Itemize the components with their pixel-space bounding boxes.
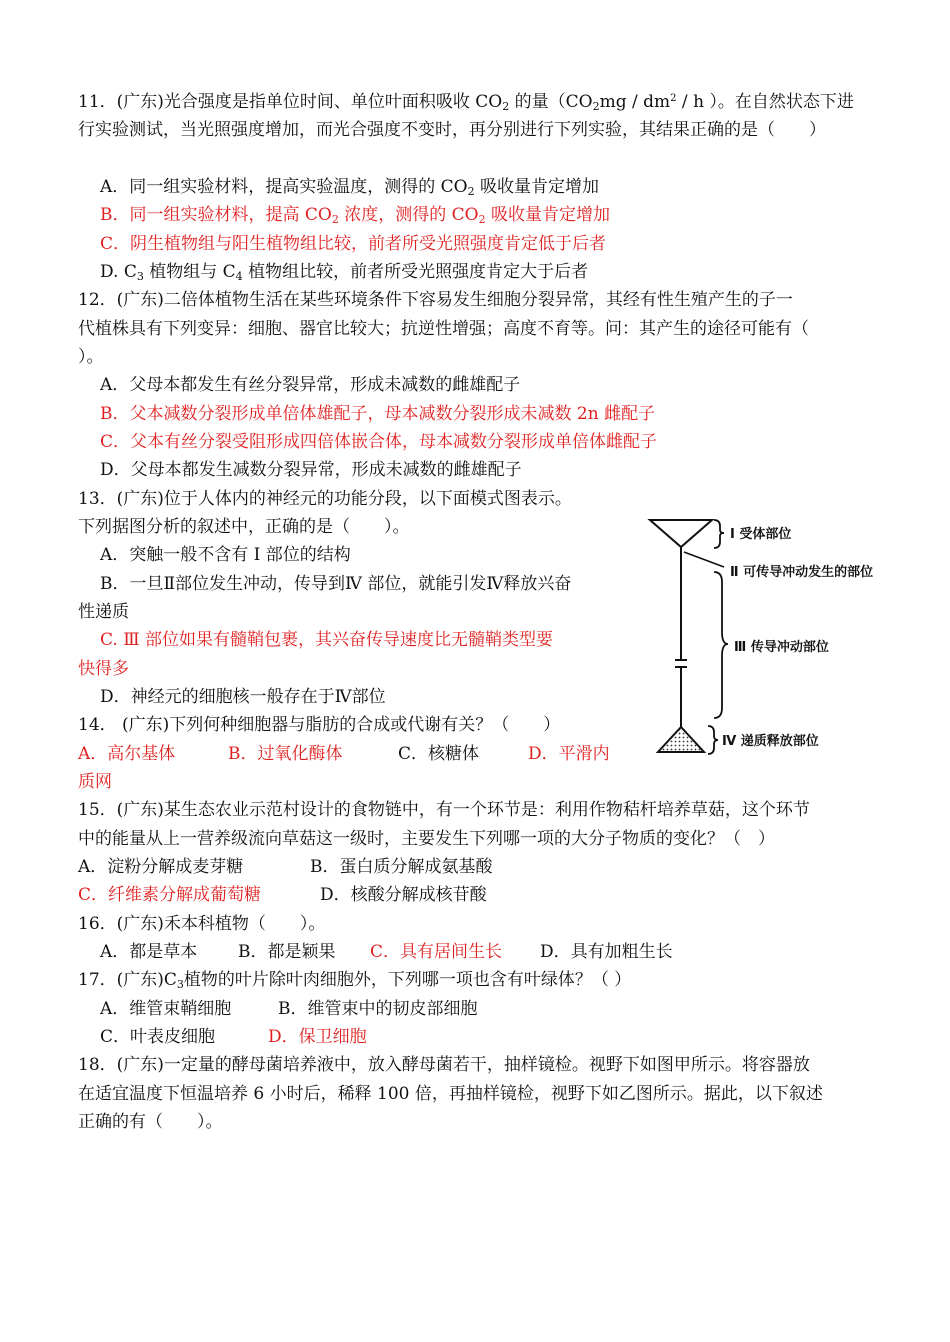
q17-stem: 17．(广东)$C_3$植物的叶片除叶肉细胞外，下列哪一项也含有叶绿体？（ ）	[78, 970, 632, 991]
q12-option-a: A．父母本都发生有丝分裂异常，形成未减数的雌雄配子	[100, 375, 521, 395]
q18-stem-line1: 18．(广东)一定量的酵母菌培养液中，放入酵母菌若干，抽样镜检。视野下如图甲所示。将容器放	[78, 1055, 810, 1075]
q17-option-d: D．保卫细胞	[268, 1027, 367, 1047]
q14-option-d-line2: 质网	[78, 772, 112, 792]
q12-stem-line1: 12．(广东)二倍体植物生活在某些环境条件下容易发生细胞分裂异常，其经有性生殖产生的子一	[78, 290, 793, 310]
q13-option-c-line2: 快得多	[78, 659, 129, 679]
q15-stem-line2: 中的能量从上一营养级流向草菇这一级时，主要发生下列哪一项的大分子物质的变化？（ ）	[78, 829, 775, 849]
q12-option-c: C．父本有丝分裂受阻形成四倍体嵌合体，母本减数分裂形成单倍体雌配子	[100, 432, 658, 452]
q17-option-a: A．维管束鞘细胞	[100, 999, 232, 1019]
brace-4	[708, 726, 718, 754]
diagram-label-2: Ⅱ 可传导冲动发生的部位	[730, 565, 874, 580]
q13-stem-line1: 13．(广东)位于人体内的神经元的功能分段，以下面模式图表示。	[78, 489, 572, 509]
q11-option-a: A．同一组实验材料，提高实验温度，测得的 $CO_2$ 吸收量肯定增加	[100, 177, 600, 198]
q16-option-d: D．具有加粗生长	[540, 942, 673, 962]
q14-option-b: B．过氧化酶体	[228, 744, 343, 764]
q11-option-d: D. $C_3$ 植物组与 $C_4$ 植物组比较，前者所受光照强度肯定大于后者	[100, 262, 589, 283]
q14-stem: 14． (广东)下列何种细胞器与脂肪的合成或代谢有关？（ ）	[78, 715, 561, 735]
q12-option-d: D．父母本都发生减数分裂异常，形成未减数的雌雄配子	[100, 460, 522, 480]
brace-3	[714, 572, 728, 718]
q15-stem-line1: 15．(广东)某生态农业示范村设计的食物链中，有一个环节是：利用作物秸杆培养草菇，这个环节	[78, 800, 810, 820]
q12-option-b: B．父本减数分裂形成单倍体雄配子，母本减数分裂形成未减数 2n 雌配子	[100, 404, 656, 424]
pointer-2	[684, 552, 724, 567]
axon-terminal	[658, 727, 704, 752]
q18-stem-line2: 在适宜温度下恒温培养 6 小时后，稀释 100 倍，再抽样镜检，视野下如乙图所示。据此，以下叙述	[78, 1084, 823, 1104]
q15-option-a: A．淀粉分解成麦芽糖	[78, 857, 244, 877]
q14-option-a: A．高尔基体	[78, 744, 176, 764]
q14-option-c: C．核糖体	[398, 744, 480, 764]
q15-option-d: D．核酸分解成核苷酸	[320, 885, 487, 905]
diagram-label-1: I 受体部位	[730, 527, 792, 542]
q13-option-a: A．突触一般不含有 I 部位的结构	[100, 545, 351, 565]
q13-option-b-line2: 性递质	[78, 602, 129, 622]
q11-stem-line1: 11．(广东)光合强度是指单位时间、单位叶面积吸收 $CO_2$ 的量（$CO_2mg / dm^2$ / h ）。在自然状态下进	[78, 92, 854, 113]
q11-stem-line2: 行实验测试，当光照强度增加，而光合强度不变时，再分别进行下列实验，其结果正确的是（ ）	[78, 120, 826, 140]
q15-option-b: B．蛋白质分解成氨基酸	[310, 857, 493, 877]
brace-1	[714, 520, 724, 548]
q11-option-c: C．阴生植物组与阳生植物组比较，前者所受光照强度肯定低于后者	[100, 234, 607, 254]
q13-option-d: D．神经元的细胞核一般存在于Ⅳ部位	[100, 687, 386, 707]
diagram-label-4: Ⅳ 递质释放部位	[722, 734, 819, 749]
q16-option-b: B．都是颖果	[238, 942, 336, 962]
q16-option-a: A．都是草本	[100, 942, 198, 962]
diagram-label-3: Ⅲ 传导冲动部位	[734, 640, 829, 655]
q14-option-d-line1: D．平滑内	[528, 744, 610, 764]
neuron-diagram	[646, 512, 896, 762]
q16-stem: 16．(广东)禾本科植物（ ）。	[78, 914, 326, 934]
dendrite-funnel	[650, 520, 712, 547]
q15-option-c: C．纤维素分解成葡萄糖	[78, 885, 262, 905]
q18-stem-line3: 正确的有（ ）。	[78, 1112, 223, 1132]
q17-option-b: B．维管束中的韧皮部细胞	[278, 999, 478, 1019]
q11-option-b: B．同一组实验材料，提高 $CO_2$ 浓度，测得的 $CO_2$ 吸收量肯定增加	[100, 205, 611, 226]
q17-option-c: C．叶表皮细胞	[100, 1027, 216, 1047]
q13-option-b-line1: B．一旦Ⅱ部位发生冲动，传导到Ⅳ 部位，就能引发Ⅳ释放兴奋	[100, 574, 572, 594]
q12-stem-line3: ）。	[78, 347, 104, 367]
q13-stem-line2: 下列据图分析的叙述中，正确的是（ ）。	[78, 517, 410, 537]
q12-stem-line2: 代植株具有下列变异：细胞、器官比较大；抗逆性增强；高度不育等。问：其产生的途径可能有（	[78, 319, 809, 339]
q16-option-c: C．具有居间生长	[370, 942, 503, 962]
q13-option-c-line1: C. Ⅲ 部位如果有髓鞘包裹，其兴奋传导速度比无髓鞘类型要	[100, 630, 554, 650]
